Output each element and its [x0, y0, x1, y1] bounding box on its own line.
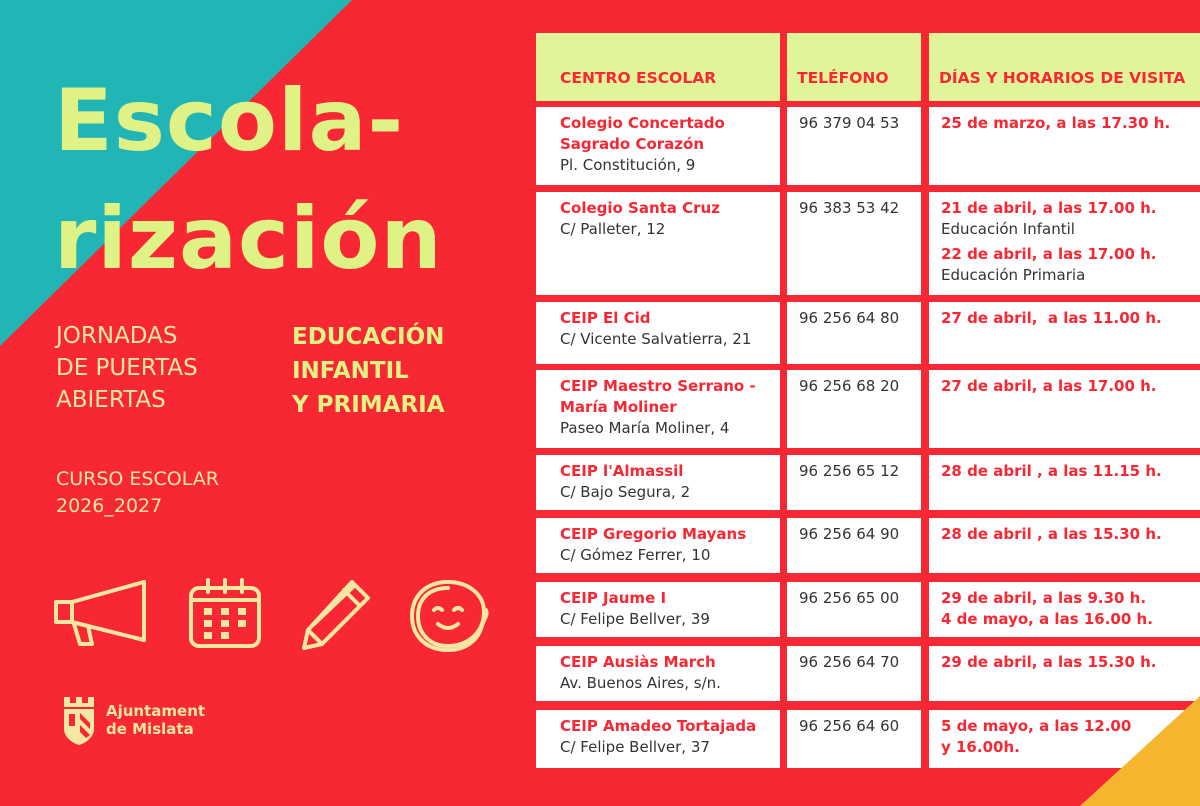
visit-time: 28 de abril , a las 11.15 h. [941, 462, 1162, 480]
logo-line: de Mislata [106, 720, 194, 738]
visit-note: Educación Infantil [941, 220, 1075, 238]
school-address: C/ Felipe Bellver, 37 [560, 738, 710, 756]
school-name: CEIP Ausiàs March [560, 653, 716, 671]
visit-time: 27 de abril, a las 11.00 h. [941, 309, 1162, 327]
school-name: CEIP l'Almassil [560, 462, 684, 480]
school-phone: 96 379 04 53 [787, 107, 921, 185]
visit-schedule [929, 582, 1200, 637]
education-level-line: EDUCACIÓN [292, 324, 445, 350]
header-visits: DÍAS Y HORARIOS DE VISITA [929, 33, 1200, 101]
calendar-icon [188, 578, 262, 650]
school-phone: 96 256 64 80 [787, 302, 921, 364]
school-phone: 96 256 65 00 [787, 582, 921, 637]
visit-schedule [929, 646, 1200, 701]
ajuntament-logo [62, 695, 205, 745]
school-phone: 96 256 68 20 [787, 370, 921, 448]
visit-schedule [929, 455, 1200, 510]
school-year-label: CURSO ESCOLAR [56, 468, 219, 490]
visit-note: Educación Primaria [941, 266, 1086, 284]
school-phone: 96 256 65 12 [787, 455, 921, 510]
school-phone: 96 256 64 70 [787, 646, 921, 701]
school-year [56, 466, 219, 520]
table-row-school [536, 646, 780, 701]
ajuntament-logo-text [106, 702, 205, 738]
visit-schedule [929, 302, 1200, 364]
visit-schedule [929, 107, 1200, 185]
table-row-school [536, 192, 780, 295]
visit-time: 22 de abril, a las 17.00 h. [941, 245, 1157, 263]
school-name: Colegio Concertado [560, 114, 725, 132]
visit-schedule [929, 518, 1200, 573]
school-address: C/ Palleter, 12 [560, 220, 666, 238]
school-name: CEIP Gregorio Mayans [560, 525, 747, 543]
pencil-icon [300, 578, 374, 650]
school-address: C/ Vicente Salvatierra, 21 [560, 330, 752, 348]
header-phone: TELÉFONO [787, 33, 921, 101]
table-row-school [536, 582, 780, 637]
open-days-heading [56, 320, 198, 416]
open-days-line: DE PUERTAS [56, 355, 198, 381]
school-address: Pl. Constitución, 9 [560, 156, 696, 174]
school-address: C/ Gómez Ferrer, 10 [560, 546, 711, 564]
education-level-line: INFANTIL [292, 358, 409, 384]
title-line-2: rización [54, 189, 443, 289]
open-days-line: JORNADAS [56, 323, 178, 349]
visit-time: 27 de abril, a las 17.00 h. [941, 377, 1157, 395]
table-row-school [536, 518, 780, 573]
school-address: C/ Felipe Bellver, 39 [560, 610, 710, 628]
corner-triangle [1070, 696, 1200, 806]
visit-time: 5 de mayo, a las 12.00 [941, 717, 1132, 735]
coat-of-arms-icon [62, 695, 96, 745]
visit-time: 29 de abril, a las 9.30 h. [941, 589, 1147, 607]
school-name: María Moliner [560, 398, 677, 416]
smiley-icon [408, 578, 490, 660]
school-phone: 96 383 53 42 [787, 192, 921, 295]
school-address: Paseo María Moliner, 4 [560, 419, 730, 437]
visit-time: 21 de abril, a las 17.00 h. [941, 199, 1157, 217]
school-name: Colegio Santa Cruz [560, 199, 720, 217]
visit-time: y 16.00h. [941, 738, 1020, 756]
school-name: CEIP Amadeo Tortajada [560, 717, 757, 735]
school-address: Av. Buenos Aires, s/n. [560, 674, 721, 692]
education-level-heading [292, 320, 445, 422]
school-address: C/ Bajo Segura, 2 [560, 483, 691, 501]
school-name: CEIP Maestro Serrano - [560, 377, 756, 395]
table-row-school [536, 710, 780, 768]
school-phone: 96 256 64 60 [787, 710, 921, 768]
visit-schedule [929, 192, 1200, 295]
school-name: Sagrado Corazón [560, 135, 704, 153]
table-row-school [536, 107, 780, 185]
visit-time: 25 de marzo, a las 17.30 h. [941, 114, 1171, 132]
megaphone-icon [52, 578, 150, 650]
table-row-school [536, 455, 780, 510]
education-level-line: Y PRIMARIA [292, 392, 445, 418]
table-row-school [536, 370, 780, 448]
visit-time: 29 de abril, a las 15.30 h. [941, 653, 1157, 671]
table-row-school [536, 302, 780, 364]
school-year-value: 2026_2027 [56, 495, 163, 517]
school-name: CEIP Jaume I [560, 589, 667, 607]
open-days-line: ABIERTAS [56, 387, 166, 413]
logo-line: Ajuntament [106, 702, 206, 720]
page-title [54, 62, 443, 298]
school-phone: 96 256 64 90 [787, 518, 921, 573]
title-line-1: Escola- [54, 71, 405, 171]
header-school: CENTRO ESCOLAR [536, 33, 780, 101]
visit-time: 28 de abril , a las 15.30 h. [941, 525, 1162, 543]
visit-schedule [929, 370, 1200, 448]
school-name: CEIP El Cid [560, 309, 651, 327]
visit-time: 4 de mayo, a las 16.00 h. [941, 610, 1153, 628]
